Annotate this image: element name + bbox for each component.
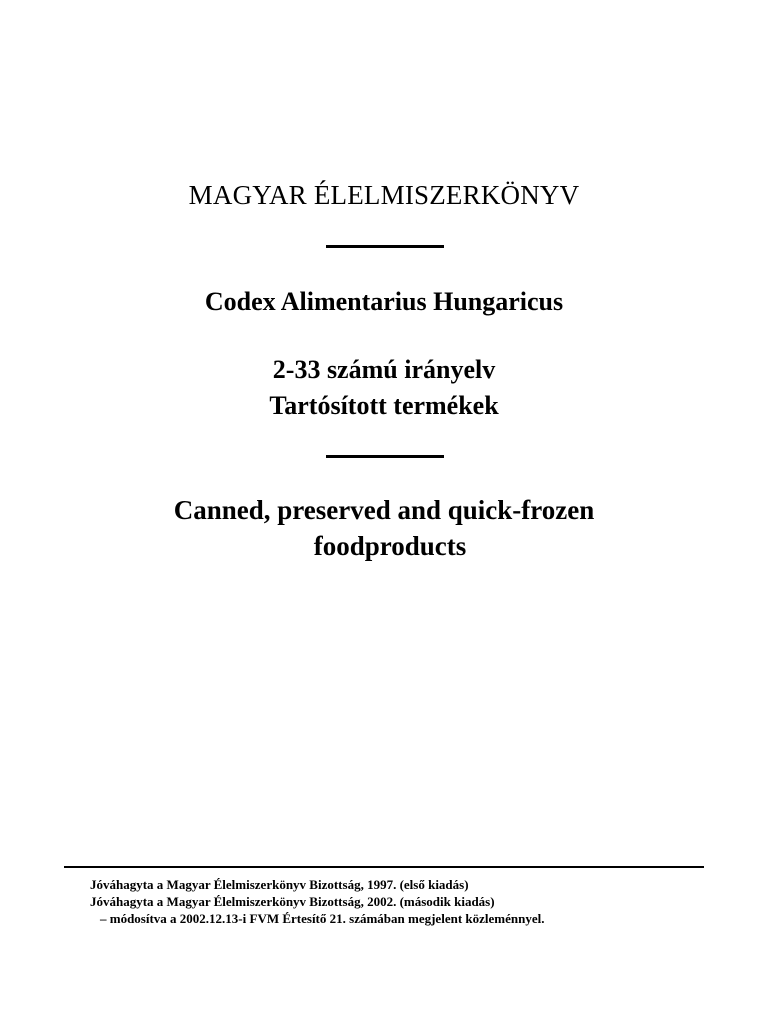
english-title-line1: Canned, preserved and quick-frozen bbox=[173, 495, 595, 525]
main-title: MAGYAR ÉLELMISZERKÖNYV bbox=[188, 180, 580, 210]
footer-divider bbox=[64, 866, 704, 868]
divider-rule bbox=[326, 245, 444, 248]
directive-number: 2-33 számú irányelv bbox=[272, 355, 496, 384]
footer-approval-1997: Jóváhagyta a Magyar Élelmiszerkönyv Bizottság, 1997. (első kiadás) bbox=[90, 877, 469, 892]
footer-approval-2002: Jóváhagyta a Magyar Élelmiszerkönyv Bizottság, 2002. (második kiadás) bbox=[90, 894, 495, 909]
divider-rule bbox=[326, 455, 444, 458]
footer-notes bbox=[90, 876, 544, 927]
directive-name: Tartósított termékek bbox=[269, 391, 499, 420]
footer-amendment: – módosítva a 2002.12.13-i FVM Értesítő 21. számában megjelent közleménnyel. bbox=[100, 911, 545, 926]
codex-title: Codex Alimentarius Hungaricus bbox=[204, 287, 564, 316]
english-title-line2: foodproducts bbox=[313, 531, 467, 561]
